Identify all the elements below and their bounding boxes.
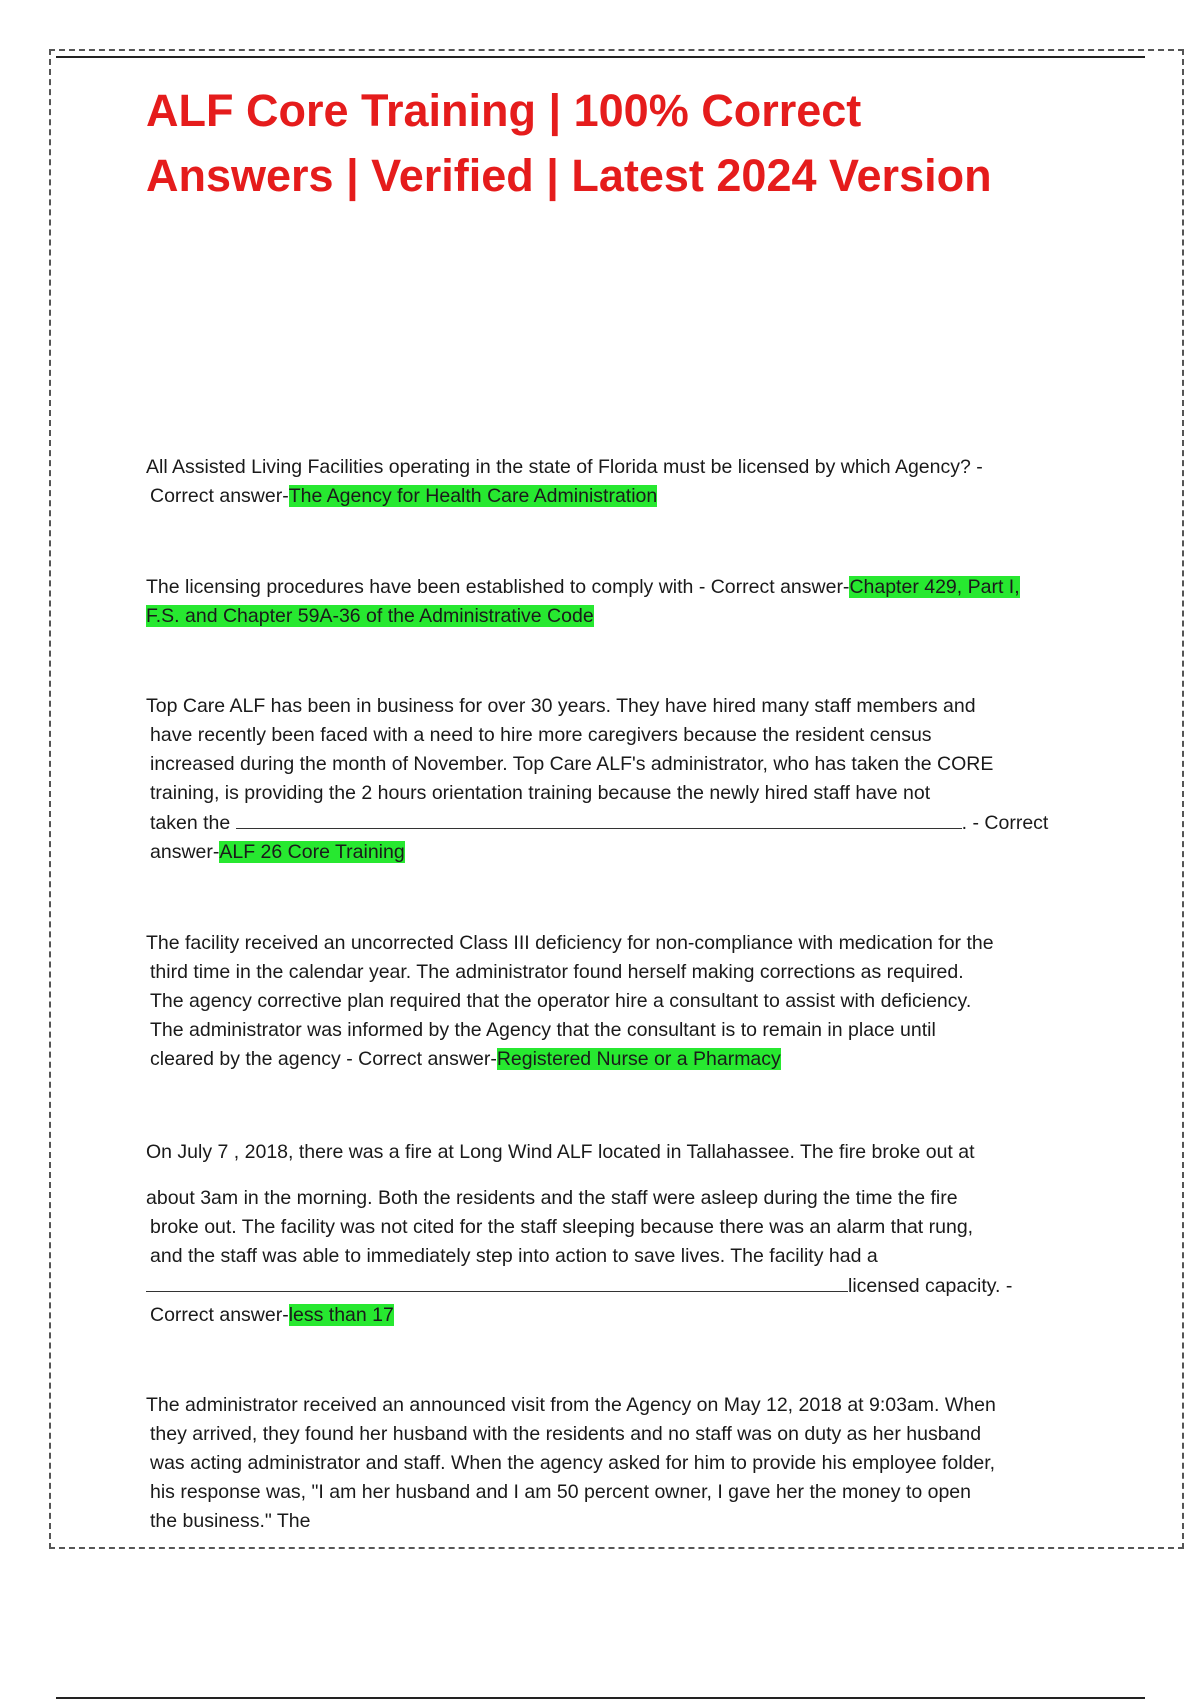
bottom-rule (56, 1697, 1145, 1699)
question-text: broke out. The facility was not cited for the staff sleeping because there was an alarm that rung, (150, 1216, 974, 1238)
question-text: increased during the month of November. Top Care ALF's administrator, who has taken the CORE (150, 753, 994, 775)
question-text: and the staff was able to immediately step into action to save lives. The facility had a (150, 1245, 878, 1267)
fill-in-blank (146, 1271, 848, 1292)
question-5 (146, 1184, 1086, 1330)
question-4 (146, 929, 1086, 1074)
answer-highlight: ALF 26 Core Training (219, 841, 405, 863)
question-text: the business." The (150, 1510, 311, 1532)
top-rule (56, 56, 1145, 58)
question-text: The agency corrective plan required that the operator hire a consultant to assist with deficiency. (150, 990, 972, 1012)
question-2 (146, 573, 1086, 631)
answer-highlight: F.S. and Chapter 59A-36 of the Administrative Code (146, 605, 594, 627)
answer-line (146, 482, 1086, 511)
title-line-2: Answers | Verified | Latest 2024 Version (146, 150, 992, 201)
answer-highlight: The Agency for Health Care Administration (288, 485, 658, 507)
question-text: they arrived, they found her husband with the residents and no staff was on duty as her husband (150, 1423, 982, 1445)
fill-in-blank (236, 808, 962, 829)
answer-line: cleared by the agency - Correct answer-Registered Nurse or a Pharmacy (150, 1048, 781, 1070)
question-text: The administrator was informed by the Agency that the consultant is to remain in place until (150, 1019, 936, 1041)
question-text: On July 7 , 2018, there was a fire at Long Wind ALF located in Tallahassee. The fire broke out at (146, 1141, 975, 1163)
question-text: taken the . - Correct (146, 808, 1086, 838)
answer-line: Correct answer-less than 17 (150, 1304, 394, 1326)
question-text: All Assisted Living Facilities operating in the state of Florida must be licensed by which Agency? - (146, 456, 983, 478)
question-text: The administrator received an announced visit from the Agency on May 12, 2018 at 9:03am. When (146, 1394, 996, 1416)
answer-highlight: less than 17 (288, 1304, 394, 1326)
question-text: was acting administrator and staff. When the agency asked for him to provide his employee folder, (150, 1452, 996, 1474)
answer-line (146, 602, 1086, 631)
question-6 (146, 1391, 1086, 1536)
title-line-1: ALF Core Training | 100% Correct (146, 85, 862, 136)
question-1 (146, 453, 1086, 511)
question-text: The facility received an uncorrected Class III deficiency for non-compliance with medication for the (146, 932, 994, 954)
question-3 (146, 692, 1086, 867)
answer-highlight: Registered Nurse or a Pharmacy (496, 1048, 781, 1070)
question-text: licensed capacity. - (146, 1271, 1086, 1301)
question-5-intro (146, 1138, 1086, 1167)
question-text: The licensing procedures have been established to comply with - Correct answer-Chapter 429, Part I, (146, 576, 1020, 598)
answer-line: answer-ALF 26 Core Training (150, 841, 405, 863)
question-text: Top Care ALF has been in business for over 30 years. They have hired many staff members and (146, 695, 976, 717)
answer-prefix: Correct answer- (150, 485, 289, 507)
question-text: have recently been faced with a need to hire more caregivers because the resident census (150, 724, 932, 746)
document-title (146, 78, 1086, 208)
question-text: his response was, "I am her husband and I am 50 percent owner, I gave her the money to open (150, 1481, 971, 1503)
question-text: training, is providing the 2 hours orientation training because the newly hired staff have not (150, 782, 931, 804)
answer-highlight: Chapter 429, Part I, (849, 576, 1020, 598)
question-text: about 3am in the morning. Both the residents and the staff were asleep during the time the fire (146, 1187, 958, 1209)
question-text: third time in the calendar year. The administrator found herself making corrections as required. (150, 961, 964, 983)
